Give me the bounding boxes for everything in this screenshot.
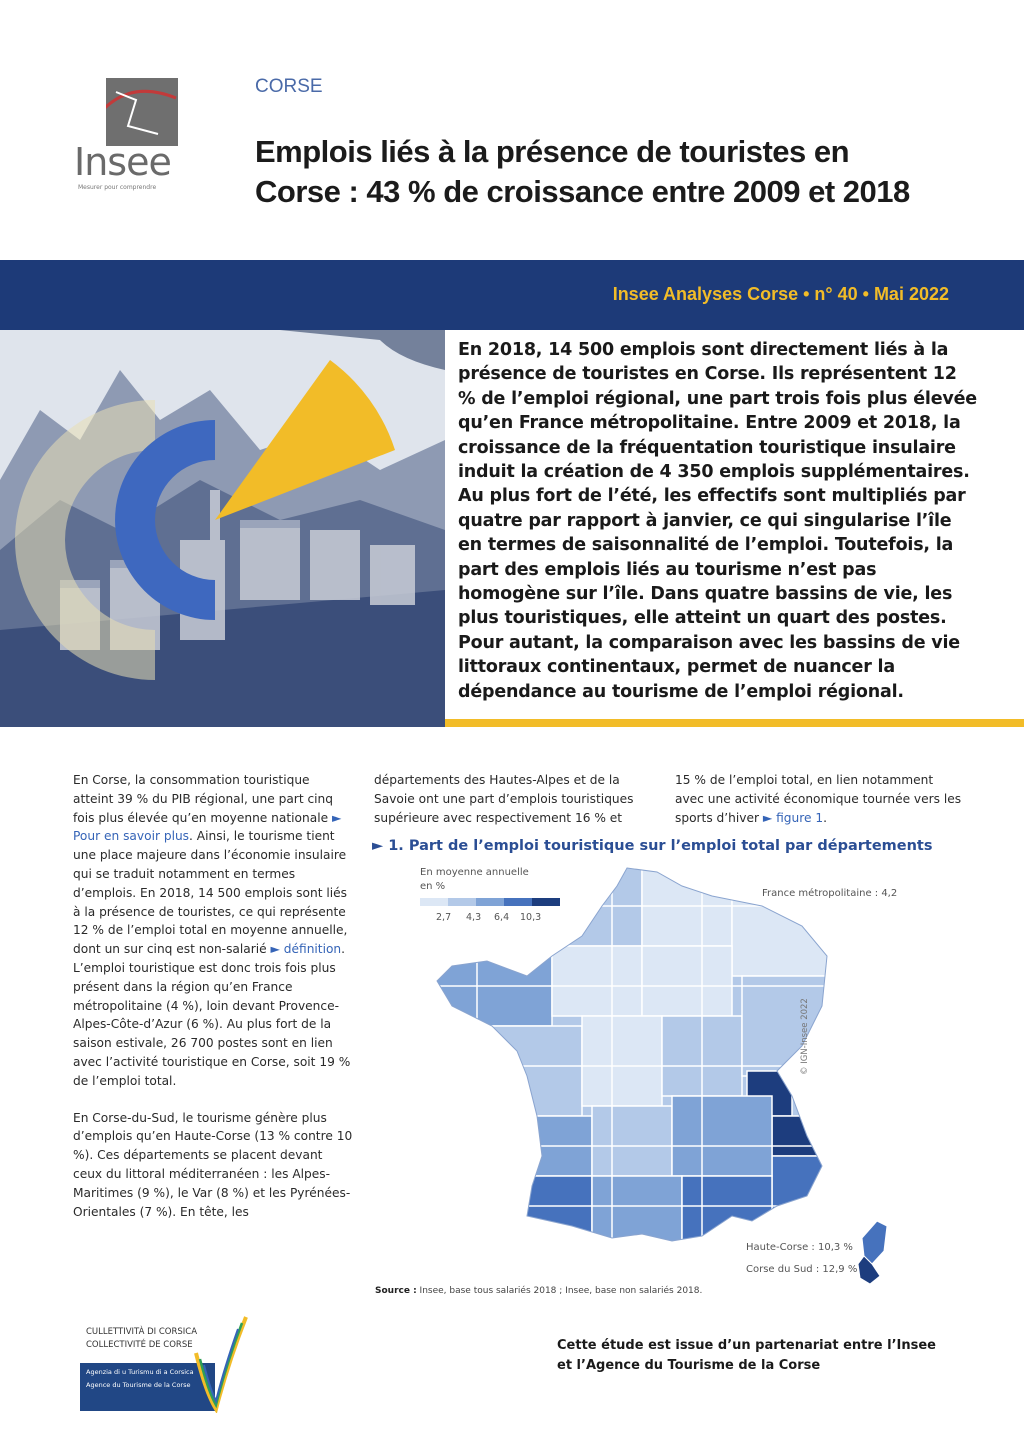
- page-title: [255, 132, 995, 212]
- body-text: En Corse, la consommation touristique atteint 39 % du PIB régional, une part cinq fois plus élevée qu’en moyenne nationale: [73, 773, 334, 825]
- legend-tick-1: 2,7: [436, 912, 452, 923]
- partnership-line-1: Cette étude est issue d’un partenariat entre l’Insee: [557, 1338, 936, 1353]
- learn-more-link[interactable]: ► Pour en savoir plus: [73, 810, 342, 844]
- insee-logo-tagline: Mesurer pour comprendre: [78, 184, 157, 191]
- insee-logo-word: Insee: [74, 140, 171, 184]
- body-column-3: [675, 771, 965, 845]
- france-departments-map: [432, 866, 892, 1286]
- body-paragraph: En Corse-du-Sud, le tourisme génère plus d’emplois qu’en Haute-Corse (13 % contre 10 %). Ces départements se placent devant ceux du littoral méditerranéen : les Alpes-Maritimes (9 %), le Var (8 %) et les Pyrénées-Orientales (7 %). En tête, les: [73, 1110, 353, 1219]
- region-label: CORSE: [255, 76, 323, 97]
- insee-logo: [70, 78, 190, 193]
- figure-1-link[interactable]: ► figure 1: [762, 810, 824, 825]
- partnership-statement: [557, 1336, 936, 1375]
- body-paragraph: départements des Hautes-Alpes et de la Savoie ont une part d’emplois touristiques supérieure avec respectivement 16 % et: [374, 773, 634, 825]
- figure-title: ► 1. Part de l’emploi touristique sur l’emploi total par départements: [372, 838, 933, 854]
- map-copyright: © IGN-Insee 2022: [800, 998, 810, 1075]
- agency-name-french: Agence du Tourisme de la Corse: [86, 1380, 191, 1389]
- body-paragraph: [675, 771, 965, 827]
- figure-source: [375, 1286, 702, 1296]
- corse-du-sud-note: Corse du Sud : 12,9 %: [746, 1264, 858, 1275]
- partnership-line-2: et l’Agence du Tourisme de la Corse: [557, 1357, 821, 1373]
- check-swoosh-icon: [188, 1313, 248, 1413]
- title-line-2: Corse : 43 % de croissance entre 2009 et 2018: [255, 174, 910, 209]
- body-text: . L’emploi touristique est donc trois fois plus présent dans la région qu’en France métropolitaine (4 %), loin devant Provence-Alpes-Côte-d’Azur (6 %). Au plus fort de la saison estivale, 26 700 postes sont en lien avec l’activité touristique en Corse, soit 19 % de l’emploi total.: [73, 942, 351, 1088]
- legend-tick-2: 4,3: [466, 912, 482, 923]
- legend-tick-4: 10,3: [520, 912, 542, 923]
- publication-band: [0, 260, 1024, 330]
- body-text: . Ainsi, le tourisme tient une place majeure dans l’économie insulaire qui se traduit notamment en termes d’emplois. En 2018, 14 500 emplois sont liés à la présence de touristes, ce qui représente 12 % de l’emploi total en moyenne annuelle, dont un sur cinq est non-salarié: [73, 829, 348, 957]
- title-line-1: Emplois liés à la présence de touristes en: [255, 134, 850, 169]
- body-column-1: [73, 771, 353, 1239]
- body-paragraph: [73, 771, 353, 1091]
- source-text: Insee, base tous salariés 2018 ; Insee, base non salariés 2018.: [416, 1286, 703, 1296]
- partner-name-corsican: CULLETTIVITÀ DI CORSICA: [86, 1327, 198, 1337]
- legend-caption-line-2: en %: [420, 881, 446, 892]
- partner-name-french: COLLECTIVITÉ DE CORSE: [86, 1340, 193, 1350]
- body-column-2: [374, 771, 654, 845]
- village-photo-graphic: [0, 330, 445, 727]
- source-label: Source :: [375, 1286, 417, 1296]
- summary-divider: [445, 719, 1024, 727]
- agency-name-corsican: Agenzia di u Turismu di a Corsica: [86, 1368, 194, 1376]
- insee-logo-mark: [106, 78, 178, 146]
- body-text: .: [823, 810, 828, 825]
- summary-abstract: En 2018, 14 500 emplois sont directement liés à la présence de touristes en Corse. Ils représentent 12 % de l’emploi régional, une part trois fois plus élevée qu’en France métropolitaine. Entre 2009 et 2018, la croissance de la fréquentation touristique insulaire induit la création de 4 350 emplois supplémentaires. Au plus fort de l’été, les effectifs sont multipliés par quatre par rapport à janvier, ce qui singularise l’île en termes de saisonnalité de l’emploi. Toutefois, la part des emplois liés au tourisme n’est pas homogène sur l’île. Dans quatre bassins de vie, les plus touristiques, elle atteint un quart des postes. Pour autant, la comparaison avec les bassins de vie littoraux continentaux, permet de nuancer la dépendance au tourisme de l’emploi régional.: [458, 340, 977, 702]
- body-text: 15 % de l’emploi total, en lien notamment avec une activité économique tournée vers les sports d’hiver: [675, 773, 962, 825]
- hero-illustration: [0, 330, 445, 727]
- collectivite-de-corse-logo: [80, 1313, 245, 1413]
- haute-corse-note: Haute-Corse : 10,3 %: [746, 1242, 853, 1253]
- publication-reference: Insee Analyses Corse • n° 40 • Mai 2022: [612, 284, 949, 304]
- france-average-note: France métropolitaine : 4,2: [762, 888, 898, 899]
- legend-caption-line-1: En moyenne annuelle: [420, 867, 529, 878]
- definition-link[interactable]: ► définition: [270, 942, 342, 957]
- legend-tick-3: 6,4: [494, 912, 510, 923]
